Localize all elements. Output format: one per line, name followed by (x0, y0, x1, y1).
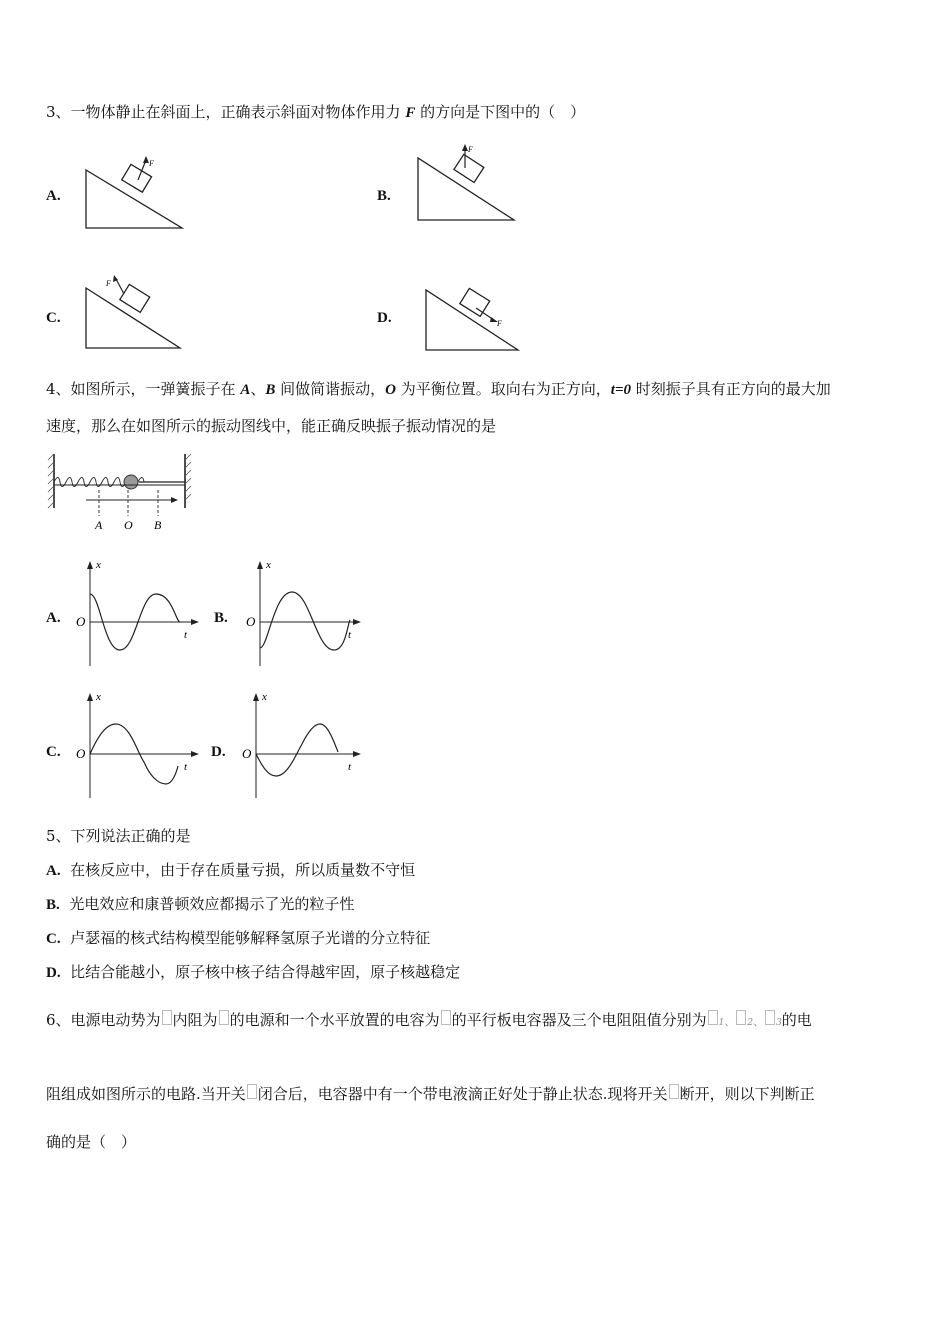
graph-c-axis-t: t (184, 761, 188, 773)
spring-label-b: B (154, 518, 162, 532)
q3-incline-diagram-c (80, 270, 190, 355)
q6-stem-line1: 6、电源电动势为 内阻为 的电源和一个水平放置的电容为 的平行板电容器及三个电阻阻值分别为 1、 2、 3的电 (46, 1011, 812, 1029)
graph-c-origin: O (76, 746, 86, 761)
q6-stem-line2: 阻组成如图所示的电路.当开关 闭合后，电容器中有一个带电液滴正好处于静止状态.现将开关 断开，则以下判断正 (46, 1085, 815, 1103)
graph-d-origin: O (242, 746, 252, 761)
graph-a-origin: O (76, 614, 86, 629)
q5-option-b[interactable]: B. 光电效应和康普顿效应都揭示了光的粒子性 (46, 895, 355, 913)
q5-option-d[interactable]: D. 比结合能越小，原子核中核子结合得越牢固，原子核越稳定 (46, 963, 461, 981)
q5-option-a[interactable]: A. 在核反应中，由于存在质量亏损，所以质量数不守恒 (46, 861, 416, 879)
q3-incline-diagram-a (80, 150, 190, 235)
graph-b-axis-t: t (348, 629, 352, 641)
q4-stem-line1: 4、如图所示，一弹簧振子在 A、B 间做简谐振动，O 为平衡位置。取向右为正方向，t=0 时刻振子具有正方向的最大加 (46, 380, 831, 398)
q3-stem: 3、一物体静止在斜面上，正确表示斜面对物体作用力 F 的方向是下图中的（ ） (46, 103, 586, 121)
q4-option-d-label[interactable]: D. (211, 744, 226, 760)
q3-option-a-label[interactable]: A. (46, 188, 61, 204)
placeholder-glyph-r1 (708, 1010, 718, 1025)
q4-option-b-label[interactable]: B. (214, 610, 228, 626)
spring-label-a: A (95, 518, 103, 532)
graph-a-axis-x: x (96, 559, 101, 571)
graph-b-origin: O (246, 614, 256, 629)
q3-incline-diagram-d (420, 280, 530, 355)
graph-b-axis-x: x (266, 559, 271, 571)
placeholder-glyph-e (162, 1010, 172, 1025)
q4-option-c-label[interactable]: C. (46, 744, 61, 760)
q3-option-d-label[interactable]: D. (377, 310, 392, 326)
q3-option-c-label[interactable]: C. (46, 310, 61, 326)
placeholder-glyph-r3 (765, 1010, 775, 1025)
q4-graph-d (238, 690, 368, 805)
q4-option-a-label[interactable]: A. (46, 610, 61, 626)
graph-c-axis-x: x (96, 691, 101, 703)
q4-graph-b (242, 558, 372, 673)
q6-stem-line3: 确的是（ ） (46, 1133, 137, 1151)
q3-force-label-c: F (106, 279, 111, 288)
q3-force-label-d: F (497, 319, 502, 328)
spring-label-o: O (124, 518, 133, 532)
placeholder-glyph-r2 (736, 1010, 746, 1025)
q5-option-c[interactable]: C. 卢瑟福的核式结构模型能够解释氢原子光谱的分立特征 (46, 929, 431, 947)
q5-stem: 5、下列说法正确的是 (46, 827, 191, 845)
q3-force-label-a: F (149, 159, 154, 168)
placeholder-glyph-c (441, 1010, 451, 1025)
q4-graph-c (72, 690, 202, 805)
placeholder-glyph-s2 (669, 1084, 679, 1099)
q4-stem-line2: 速度，那么在如图所示的振动图线中，能正确反映振子振动情况的是 (46, 417, 497, 435)
graph-a-axis-t: t (184, 629, 188, 641)
q3-incline-diagram-b (412, 140, 522, 225)
graph-d-axis-t: t (348, 761, 352, 773)
q3-option-b-label[interactable]: B. (377, 188, 391, 204)
q4-graph-a (72, 558, 202, 673)
placeholder-glyph-s (247, 1084, 257, 1099)
q3-force-label-b: F (468, 145, 473, 154)
graph-d-axis-x: x (262, 691, 267, 703)
q4-spring-oscillator-diagram (46, 450, 206, 535)
placeholder-glyph-r (219, 1010, 229, 1025)
